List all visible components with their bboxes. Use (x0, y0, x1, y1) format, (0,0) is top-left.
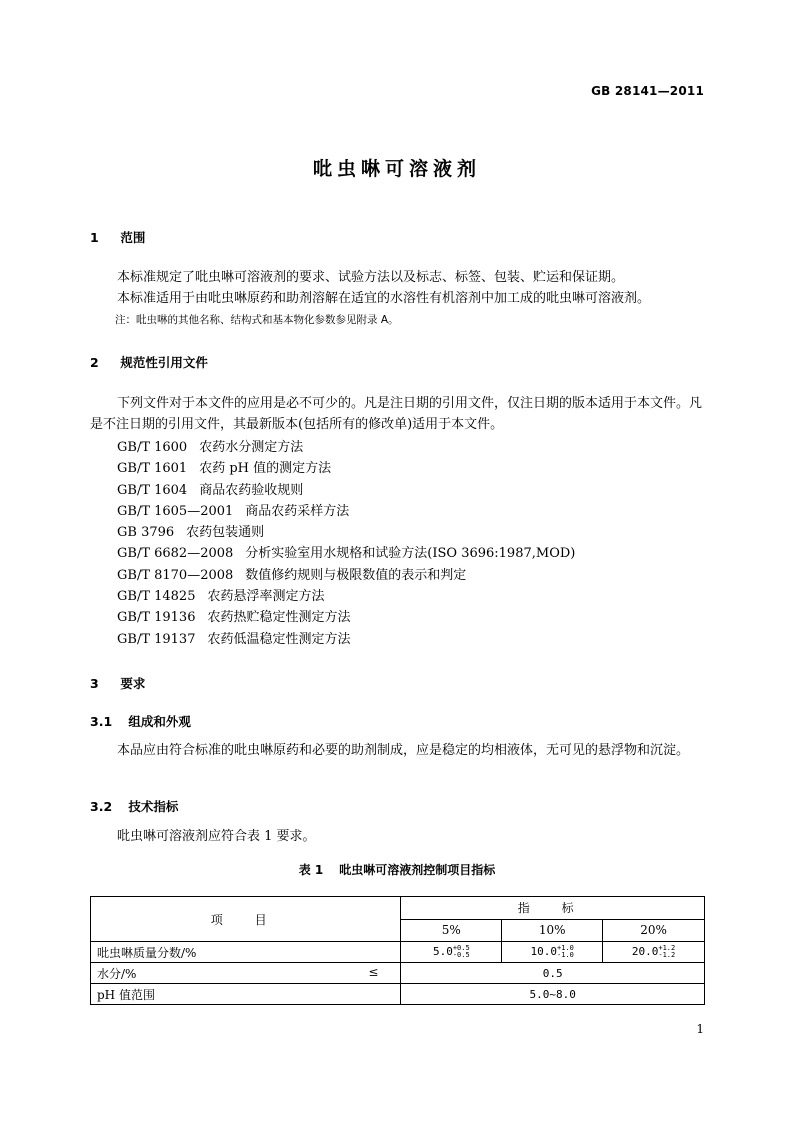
reference-title: 商品农药验收规则 (199, 482, 304, 498)
section-1-note: 注：吡虫啉的其他名称、结构式和基本物化参数参见附录 A。 (115, 314, 399, 326)
reference-code: GB/T 19137 (117, 631, 196, 647)
reference-code: GB 3796 (117, 525, 175, 541)
value-cell: 20.0+1.2 -1.2 (603, 942, 705, 963)
header-item: 项 目 (91, 897, 401, 942)
section-3-2-paragraph: 吡虫啉可溶液剂应符合表 1 要求。 (117, 829, 316, 844)
grade-cell: 5% (401, 919, 502, 942)
table-caption-title: 吡虫啉可溶液剂控制项目指标 (339, 863, 496, 877)
spec-table (90, 896, 705, 1005)
section-number: 3.1 (90, 714, 113, 729)
table-caption (0, 861, 794, 878)
document-title: 吡虫啉可溶液剂 (312, 158, 481, 180)
section-2-heading (90, 353, 208, 371)
reference-code: GB/T 1605—2001 (117, 503, 234, 519)
reference-item (117, 501, 575, 522)
reference-code: GB/T 1601 (117, 461, 188, 477)
header-index: 指 标 (401, 897, 705, 920)
value-cell: 0.5 (401, 963, 705, 984)
section-number: 2 (90, 355, 99, 370)
section-title: 规范性引用文件 (120, 355, 208, 370)
value-cell: 5.0~8.0 (401, 984, 705, 1005)
reference-item (117, 629, 575, 650)
page-number: 1 (696, 1022, 704, 1036)
row-item: 水分/% ≤ (91, 963, 401, 984)
reference-code: GB/T 19136 (117, 610, 196, 626)
reference-code: GB/T 6682—2008 (117, 546, 234, 562)
section-title: 要求 (120, 676, 146, 691)
reference-item (117, 480, 575, 501)
tolerance: +0.5 -0.5 (452, 944, 470, 959)
leq-symbol: ≤ (368, 965, 379, 979)
section-number: 3.2 (90, 799, 113, 814)
reference-title: 农药包装通则 (186, 525, 265, 541)
tolerance: +1.0 -1.0 (557, 944, 574, 959)
reference-title: 农药水分测定方法 (199, 440, 304, 455)
reference-item (117, 607, 575, 628)
reference-code: GB/T 1604 (117, 482, 188, 498)
reference-title: 商品农药采样方法 (245, 503, 350, 519)
section-1-paragraph-2: 本标准适用于由吡虫啉原药和助剂溶解在适宜的水溶性有机溶剂中加工成的吡虫啉可溶液剂。 (117, 291, 651, 306)
section-number: 3 (90, 676, 99, 691)
reference-list (117, 437, 575, 650)
reference-item (117, 437, 575, 458)
reference-code: GB/T 1600 (117, 440, 188, 455)
value-cell: 10.0+1.0 -1.0 (502, 942, 603, 963)
grade-cell: 20% (603, 919, 705, 942)
section-3-heading (90, 674, 145, 692)
section-title: 范围 (120, 230, 146, 245)
reference-item (117, 565, 575, 586)
table-row (91, 963, 705, 984)
section-number: 1 (90, 230, 99, 245)
reference-code: GB/T 8170—2008 (117, 567, 234, 583)
reference-item (117, 586, 575, 607)
reference-item (117, 522, 575, 543)
section-2-intro: 下列文件对于本文件的应用是必不可少的。凡是注日期的引用文件，仅注日期的版本适用于本文件。凡是不注日期的引用文件，其最新版本(包括所有的修改单)适用于本文件。 (90, 396, 703, 432)
reference-item (117, 458, 575, 479)
reference-title: 农药悬浮率测定方法 (207, 589, 325, 605)
section-3-1-heading (90, 712, 191, 730)
section-title: 技术指标 (128, 799, 179, 814)
section-title: 组成和外观 (128, 714, 191, 729)
table-caption-number: 表 1 (298, 863, 324, 877)
table-row (91, 984, 705, 1005)
reference-code: GB/T 14825 (117, 589, 196, 605)
reference-title: 农药低温稳定性测定方法 (207, 631, 351, 647)
row-item: 吡虫啉质量分数/% (91, 942, 401, 963)
reference-title: 数值修约规则与极限数值的表示和判定 (245, 567, 467, 583)
grade-cell: 10% (502, 919, 603, 942)
section-1-paragraph-1: 本标准规定了吡虫啉可溶液剂的要求、试验方法以及标志、标签、包装、贮运和保证期。 (117, 270, 625, 285)
value-cell: 5.0+0.5 -0.5 (401, 942, 502, 963)
table-header-row (91, 897, 705, 920)
section-3-2-heading (90, 797, 178, 815)
section-1-heading (90, 228, 145, 246)
tolerance: +1.2 -1.2 (658, 944, 676, 959)
reference-title: 农药热贮稳定性测定方法 (207, 610, 351, 626)
reference-title: 农药 pH 值的测定方法 (199, 461, 332, 477)
table-row (91, 942, 705, 963)
row-item: pH 值范围 (91, 984, 401, 1005)
reference-title: 分析实验室用水规格和试验方法(ISO 3696:1987,MOD) (245, 546, 576, 562)
standard-number: GB 28141—2011 (591, 84, 704, 98)
section-3-1-paragraph: 本品应由符合标准的吡虫啉原药和必要的助剂制成，应是稳定的均相液体，无可见的悬浮物和沉淀。 (117, 743, 690, 758)
reference-item (117, 543, 575, 564)
